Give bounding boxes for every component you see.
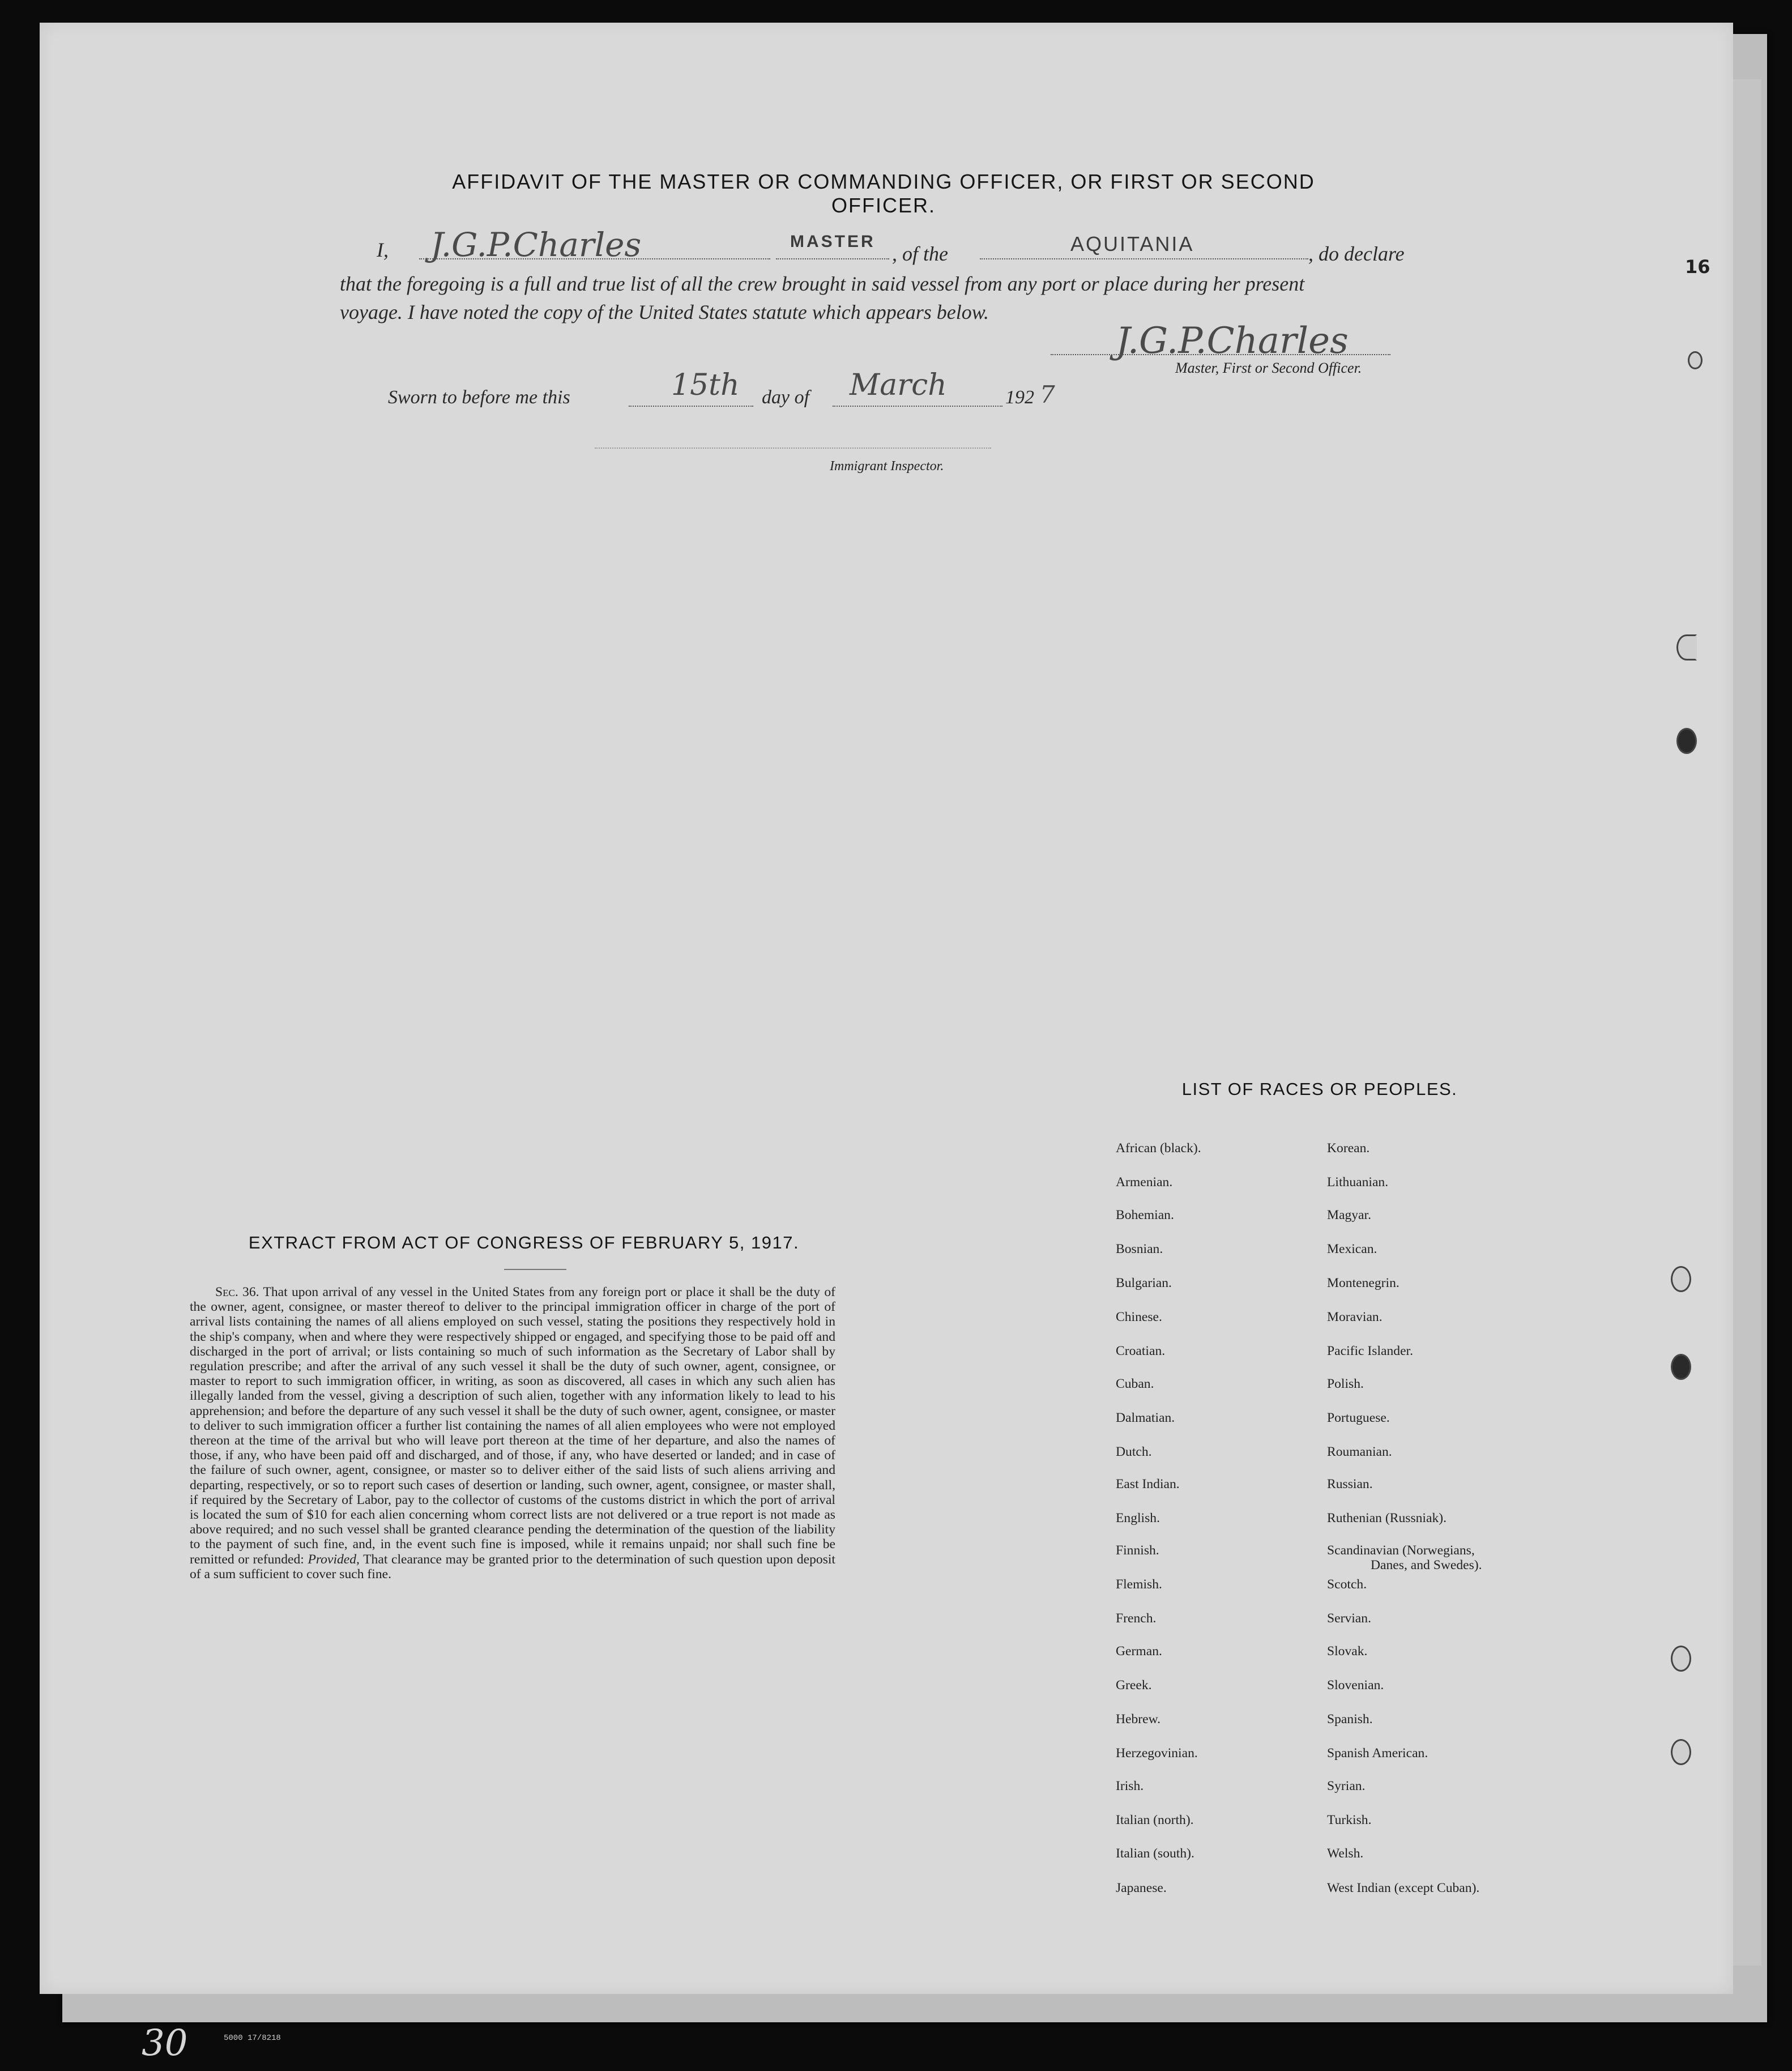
- race-item: Greek.: [1116, 1678, 1152, 1693]
- race-item: Armenian.: [1116, 1175, 1173, 1190]
- race-item: Pacific Islander.: [1327, 1344, 1413, 1358]
- race-item: Dalmatian.: [1116, 1411, 1175, 1425]
- binding-hole: [1671, 1739, 1691, 1765]
- race-item: Hebrew.: [1116, 1712, 1161, 1727]
- race-item: Croatian.: [1116, 1344, 1166, 1358]
- affidavit-line1-prefix: I,: [377, 238, 389, 261]
- race-item: Herzegovinian.: [1116, 1746, 1198, 1761]
- race-item: French.: [1116, 1611, 1157, 1626]
- race-item: Italian (north).: [1116, 1813, 1194, 1827]
- race-item: Chinese.: [1116, 1310, 1162, 1324]
- affidavit-do-declare: , do declare: [1308, 242, 1405, 265]
- handwritten-signer-name: J.G.P.Charles: [430, 225, 642, 264]
- race-item: Syrian.: [1327, 1779, 1366, 1793]
- race-item: Roumanian.: [1327, 1444, 1392, 1459]
- race-item: Russian.: [1327, 1477, 1373, 1492]
- race-item: Finnish.: [1116, 1543, 1159, 1558]
- race-item: East Indian.: [1116, 1477, 1180, 1492]
- race-item: Ruthenian (Russniak).: [1327, 1511, 1447, 1525]
- race-item: Irish.: [1116, 1779, 1144, 1793]
- race-item: Spanish American.: [1327, 1746, 1428, 1761]
- race-item: Spanish.: [1327, 1712, 1373, 1727]
- handwritten-month: March: [850, 368, 947, 402]
- race-item: Servian.: [1327, 1611, 1371, 1626]
- race-item: Japanese.: [1116, 1881, 1167, 1895]
- binding-hole: [1676, 634, 1697, 660]
- section-label: Sec. 36.: [215, 1285, 259, 1299]
- year-printed: 192: [1005, 387, 1034, 408]
- signer-name-rule: [419, 258, 770, 259]
- rank-rule: [776, 258, 889, 259]
- race-item: Welsh.: [1327, 1846, 1364, 1861]
- month-rule: [833, 406, 1002, 407]
- race-item: Portuguese.: [1327, 1411, 1390, 1425]
- affidavit-line3: voyage. I have noted the copy of the United States statute which appears below.: [340, 301, 989, 323]
- race-item: Cuban.: [1116, 1377, 1154, 1391]
- race-item: Bohemian.: [1116, 1208, 1174, 1222]
- signature-rule: [1051, 354, 1390, 355]
- race-item: West Indian (except Cuban).: [1327, 1881, 1480, 1895]
- race-item: Polish.: [1327, 1377, 1364, 1391]
- form-code: 5000 17/8218: [224, 2034, 281, 2043]
- extract-title-rule: [504, 1269, 566, 1270]
- handwritten-day: 15th: [671, 368, 740, 402]
- race-item: Magyar.: [1327, 1208, 1371, 1222]
- affidavit-line2: that the foregoing is a full and true list of all the crew brought in said vessel from any port or place during her present: [340, 272, 1305, 295]
- race-item: African (black).: [1116, 1141, 1201, 1156]
- race-item: Lithuanian.: [1327, 1175, 1389, 1190]
- race-continuation: Danes, and Swedes).: [1371, 1558, 1482, 1573]
- inspector-signature-rule: [595, 448, 991, 449]
- race-item: German.: [1116, 1644, 1162, 1659]
- race-item: Slovenian.: [1327, 1678, 1384, 1693]
- inspector-caption: Immigrant Inspector.: [830, 459, 944, 474]
- affidavit-title: AFFIDAVIT OF THE MASTER OR COMMANDING OFFICER, OR FIRST OR SECOND OFFICER.: [452, 170, 1315, 217]
- day-rule: [629, 406, 753, 407]
- race-item: Dutch.: [1116, 1444, 1152, 1459]
- race-item: Slovak.: [1327, 1644, 1368, 1659]
- extract-title: EXTRACT FROM ACT OF CONGRESS OF FEBRUARY 5, 1917.: [248, 1233, 800, 1252]
- race-item: Scandinavian (Norwegians,: [1327, 1543, 1475, 1558]
- race-item: Bulgarian.: [1116, 1276, 1172, 1290]
- rank-stamp: MASTER: [790, 232, 876, 251]
- race-item: English.: [1116, 1511, 1160, 1525]
- binding-hole: [1671, 1646, 1691, 1672]
- race-item: Italian (south).: [1116, 1846, 1194, 1861]
- binding-hole: [1671, 1354, 1691, 1380]
- statute-text: [190, 1285, 835, 1582]
- race-item: Korean.: [1327, 1141, 1370, 1156]
- binding-hole: [1688, 351, 1703, 369]
- statute-text-part2: That clearance may be granted prior to the determination of such question upon deposit of a sum sufficient to cover such fine.: [190, 1552, 835, 1582]
- race-item: Bosnian.: [1116, 1242, 1163, 1256]
- day-of: day of: [762, 387, 810, 408]
- race-item: Turkish.: [1327, 1813, 1372, 1827]
- statute-text-part1: That upon arrival of any vessel in the United States from any foreign port or place it shall be the duty of the owner, agent, consignee, or master thereof to deliver to the principal immigration officer in charge of the port of arrival lists containing the names of all aliens employed on such vessel, stating the positions they respectively hold in the ship's company, when and where they were respectively shipped or engaged, and specifying those to be paid off and discharged in the port of arrival; or lists containing so much of such information as the Secretary of Labor shall by regulation prescribe; and after the arrival of any such vessel it shall be the duty of such owner, agent, consignee, or master to report to such immigration officer, in writing, as soon as discovered, all cases in which any such alien has illegally landed from the vessel, giving a description of such alien, together with any information likely to lead to his apprehension; and before the departure of any such vessel it shall be the duty of such owner, agent, consignee, or master to deliver to such immigration officer a further list containing the names of all alien employees who were not employed thereon at the time of the arrival but who will leave port thereon at the time of her departure, and also the names of those, if any, who have been paid off and discharged, and of those, if any, who have deserted or landed; and in case of the failure of such owner, agent, consignee, or master so to deliver either of the said lists of such aliens arriving and departing, respectively, or so to report such cases of desertion or landing, such owner, agent, consignee, or master shall, if required by the Secretary of Labor, pay to the collector of customs of the customs district in which the port of arrival is located the sum of $10 for each alien concerning whom correct lists are not delivered or a true report is not made as above required; and no such vessel shall be granted clearance pending the determination of the question of the liability to the payment of such fine, and, in the event such fine is imposed, while it remains unpaid; nor shall such fine be remitted or refunded:: [190, 1285, 835, 1567]
- page-number-mark: 16: [1685, 256, 1710, 278]
- sworn-prefix: Sworn to before me this: [388, 387, 570, 408]
- statute-provided: Provided,: [308, 1552, 360, 1567]
- races-title: LIST OF RACES OR PEOPLES.: [1181, 1079, 1458, 1099]
- vessel-name-rule: [980, 258, 1308, 259]
- race-item: Flemish.: [1116, 1577, 1162, 1592]
- binding-hole: [1676, 728, 1697, 754]
- signature-caption: Master, First or Second Officer.: [1175, 360, 1362, 376]
- affidavit-of-the: , of the: [892, 242, 948, 265]
- race-item: Moravian.: [1327, 1310, 1383, 1324]
- race-item: Mexican.: [1327, 1242, 1377, 1256]
- binding-hole: [1671, 1266, 1691, 1292]
- race-item: Scotch.: [1327, 1577, 1367, 1592]
- handwritten-year-digit: 7: [1040, 381, 1055, 408]
- race-item: Montenegrin.: [1327, 1276, 1400, 1290]
- vessel-name-stamp: AQUITANIA: [1070, 232, 1194, 255]
- handwritten-folio-number: 30: [142, 2022, 188, 2064]
- master-signature: J.G.P.Charles: [1116, 320, 1349, 362]
